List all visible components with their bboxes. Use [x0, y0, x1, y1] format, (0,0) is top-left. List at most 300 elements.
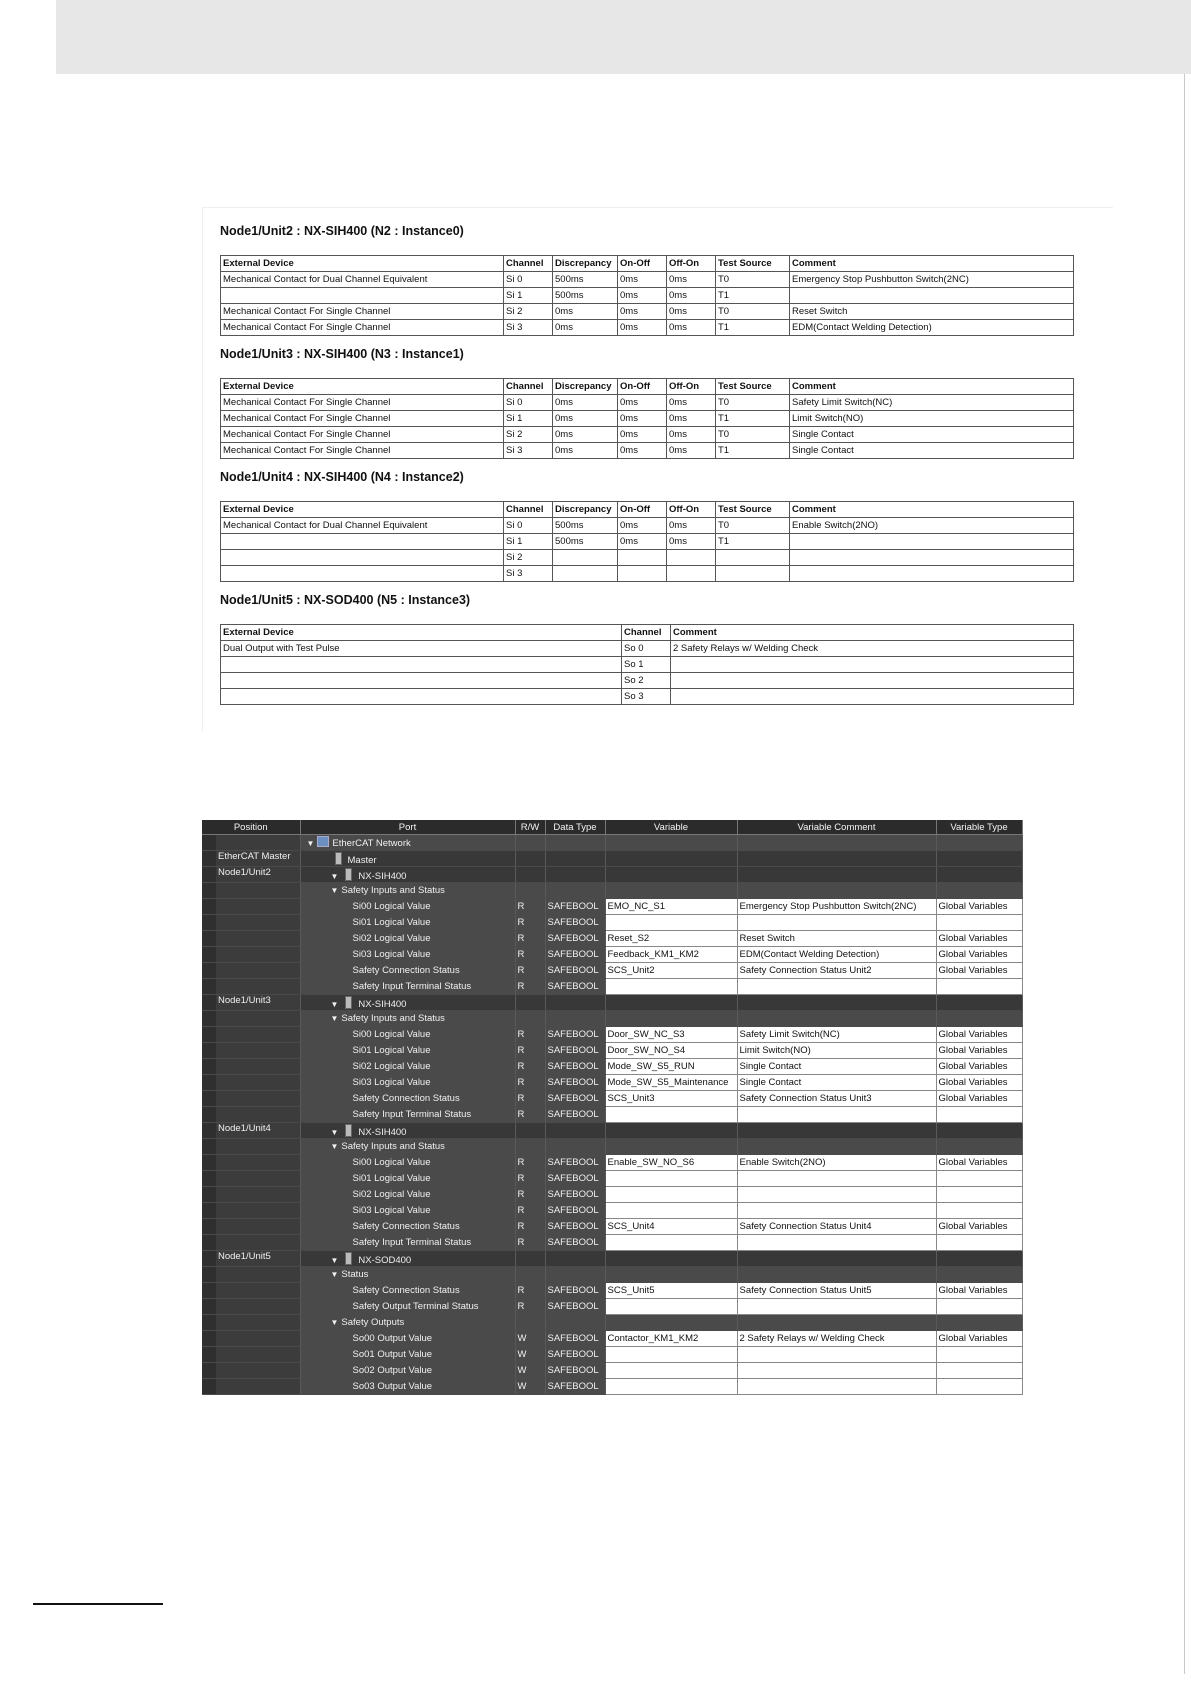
io-map-row[interactable] [202, 1267, 1022, 1283]
col-header-rw[interactable]: R/W [515, 820, 545, 835]
port-cell[interactable] [300, 1187, 515, 1203]
col-header-position[interactable]: Position [202, 820, 300, 835]
device-table-cell: Mechanical Contact For Single Channel [221, 304, 504, 320]
row-header-strip [202, 1331, 216, 1346]
variable-comment-cell[interactable]: Single Contact [737, 1075, 936, 1091]
device-table-cell [553, 550, 618, 566]
device-table-row [221, 641, 1074, 657]
footnote-rule [33, 1603, 163, 1605]
port-cell[interactable] [300, 1251, 515, 1267]
data-type-cell [545, 867, 605, 883]
data-type-cell: SAFEBOOL [545, 963, 605, 979]
device-table-cell: 0ms [618, 288, 667, 304]
data-type-cell: SAFEBOOL [545, 1235, 605, 1251]
variable-cell[interactable] [605, 1347, 737, 1363]
io-map-row[interactable] [202, 1139, 1022, 1155]
unit2-title: Node1/Unit2 : NX-SIH400 (N2 : Instance0) [220, 224, 464, 238]
variable-cell[interactable] [605, 1363, 737, 1379]
port-cell[interactable] [300, 899, 515, 915]
rw-cell: R [515, 1219, 545, 1235]
variable-type-cell[interactable] [936, 1363, 1022, 1379]
row-header-strip [202, 899, 216, 914]
port-cell[interactable] [300, 835, 515, 851]
data-type-cell: SAFEBOOL [545, 1347, 605, 1363]
device-table-cell: So 3 [622, 689, 671, 705]
port-cell[interactable] [300, 1363, 515, 1379]
variable-cell [605, 1315, 737, 1331]
port-cell[interactable] [300, 1347, 515, 1363]
expand-triangle-icon[interactable]: ▼ [330, 871, 339, 881]
io-map-row[interactable] [202, 1331, 1022, 1347]
variable-comment-cell[interactable] [737, 1187, 936, 1203]
port-label: NX-SIH400 [358, 870, 407, 882]
io-map-row[interactable] [202, 1363, 1022, 1379]
data-type-cell: SAFEBOOL [545, 1059, 605, 1075]
variable-type-cell [936, 1315, 1022, 1331]
variable-cell [605, 995, 737, 1011]
port-cell[interactable] [300, 1331, 515, 1347]
variable-comment-cell[interactable] [737, 1363, 936, 1379]
row-header-strip [202, 1347, 216, 1362]
variable-cell[interactable]: SCS_Unit2 [605, 963, 737, 979]
device-config-screenshot [202, 207, 1113, 732]
variable-cell[interactable]: Reset_S2 [605, 931, 737, 947]
variable-type-cell[interactable] [936, 1379, 1022, 1395]
port-label: NX-SOD400 [358, 1254, 412, 1266]
variable-type-cell[interactable]: Global Variables [936, 1091, 1022, 1107]
unit4-table [220, 501, 1074, 582]
col-header-variable-comment[interactable]: Variable Comment [737, 820, 936, 835]
port-cell[interactable] [300, 1027, 515, 1043]
variable-cell[interactable]: SCS_Unit5 [605, 1283, 737, 1299]
device-table-cell [790, 550, 1074, 566]
device-table-cell: EDM(Contact Welding Detection) [790, 320, 1074, 336]
col-header: External Device [221, 625, 622, 641]
device-table-cell: T0 [716, 395, 790, 411]
io-map-row[interactable] [202, 915, 1022, 931]
variable-type-cell [936, 1139, 1022, 1155]
device-table-row [221, 288, 1074, 304]
variable-comment-cell[interactable]: Safety Limit Switch(NC) [737, 1027, 936, 1043]
unit4-title: Node1/Unit4 : NX-SIH400 (N4 : Instance2) [220, 470, 464, 484]
col-header: Channel [504, 256, 553, 272]
col-header: Discrepancy [553, 379, 618, 395]
variable-cell [605, 867, 737, 883]
port-cell[interactable] [300, 1091, 515, 1107]
io-map-row[interactable] [202, 1171, 1022, 1187]
variable-comment-cell[interactable] [737, 1299, 936, 1315]
col-header: Test Source [716, 502, 790, 518]
io-map-row[interactable] [202, 1011, 1022, 1027]
rw-cell: R [515, 1235, 545, 1251]
position-cell [202, 1011, 300, 1027]
device-table-cell: Si 2 [504, 427, 553, 443]
io-map-row[interactable] [202, 947, 1022, 963]
col-header: External Device [221, 502, 504, 518]
variable-type-cell[interactable]: Global Variables [936, 1155, 1022, 1171]
variable-type-cell[interactable]: Global Variables [936, 1331, 1022, 1347]
rw-cell: R [515, 1027, 545, 1043]
variable-cell[interactable] [605, 915, 737, 931]
device-table-cell: 0ms [667, 320, 716, 336]
port-label: Safety Connection Status [352, 1093, 460, 1104]
port-label: Safety Outputs [341, 1317, 405, 1328]
variable-type-cell[interactable] [936, 1107, 1022, 1123]
expand-triangle-icon[interactable]: ▼ [306, 839, 315, 848]
io-map-row[interactable] [202, 1283, 1022, 1299]
data-type-cell: SAFEBOOL [545, 1331, 605, 1347]
io-map-row[interactable] [202, 883, 1022, 899]
variable-cell [605, 851, 737, 867]
position-cell [202, 835, 300, 851]
io-map-row[interactable] [202, 1315, 1022, 1331]
row-header-strip [202, 1171, 216, 1186]
col-header: External Device [221, 256, 504, 272]
variable-type-cell[interactable]: Global Variables [936, 947, 1022, 963]
col-header: Test Source [716, 379, 790, 395]
variable-type-cell[interactable]: Global Variables [936, 1043, 1022, 1059]
port-cell[interactable] [300, 1139, 515, 1155]
port-cell[interactable] [300, 995, 515, 1011]
port-label: Safety Connection Status [352, 1285, 460, 1296]
row-header-strip [202, 1283, 216, 1298]
device-table-cell [221, 288, 504, 304]
io-map-row[interactable] [202, 1091, 1022, 1107]
variable-type-cell[interactable] [936, 979, 1022, 995]
variable-comment-cell[interactable]: EDM(Contact Welding Detection) [737, 947, 936, 963]
variable-comment-cell[interactable]: Enable Switch(2NO) [737, 1155, 936, 1171]
device-table-cell: 0ms [553, 443, 618, 459]
col-header: Comment [671, 625, 1074, 641]
io-map-row[interactable] [202, 995, 1022, 1011]
port-cell[interactable] [300, 1315, 515, 1331]
io-map-screenshot [202, 820, 1022, 1392]
port-cell[interactable] [300, 1011, 515, 1027]
variable-comment-cell[interactable] [737, 1107, 936, 1123]
row-header-strip [202, 835, 216, 850]
col-header-variable-type[interactable]: Variable Type [936, 820, 1022, 835]
port-cell[interactable] [300, 1299, 515, 1315]
port-cell[interactable] [300, 851, 515, 867]
data-type-cell: SAFEBOOL [545, 1379, 605, 1395]
row-header-strip [202, 1027, 216, 1042]
variable-type-cell[interactable] [936, 1187, 1022, 1203]
expand-triangle-icon[interactable]: ▼ [330, 999, 339, 1009]
port-cell[interactable] [300, 867, 515, 883]
variable-comment-cell [737, 1251, 936, 1267]
rw-cell: R [515, 1075, 545, 1091]
expand-triangle-icon[interactable]: ▼ [330, 886, 339, 895]
col-header: On-Off [618, 502, 667, 518]
port-cell[interactable] [300, 1203, 515, 1219]
device-table-cell: 0ms [667, 427, 716, 443]
io-map-row[interactable] [202, 1347, 1022, 1363]
port-cell[interactable] [300, 915, 515, 931]
variable-type-cell[interactable]: Global Variables [936, 899, 1022, 915]
variable-type-cell[interactable]: Global Variables [936, 963, 1022, 979]
rw-cell: R [515, 1203, 545, 1219]
io-map-row[interactable] [202, 835, 1022, 851]
io-map-row[interactable] [202, 1187, 1022, 1203]
device-table-cell: Safety Limit Switch(NC) [790, 395, 1074, 411]
variable-cell[interactable] [605, 1235, 737, 1251]
port-cell[interactable] [300, 963, 515, 979]
device-table-cell [221, 673, 622, 689]
io-map-row[interactable] [202, 851, 1022, 867]
col-header: Channel [622, 625, 671, 641]
expand-triangle-icon[interactable]: ▼ [330, 1127, 339, 1137]
variable-type-cell[interactable]: Global Variables [936, 1059, 1022, 1075]
io-map-row[interactable] [202, 931, 1022, 947]
rw-cell [515, 1251, 545, 1267]
io-map-row[interactable] [202, 1027, 1022, 1043]
io-map-row[interactable] [202, 1059, 1022, 1075]
device-table-cell: 0ms [618, 304, 667, 320]
variable-comment-cell [737, 1315, 936, 1331]
device-table-row [221, 272, 1074, 288]
row-header-strip [202, 1123, 216, 1138]
variable-cell[interactable]: Mode_SW_S5_Maintenance [605, 1075, 737, 1091]
col-header-variable[interactable]: Variable [605, 820, 737, 835]
device-table-cell: 0ms [667, 411, 716, 427]
rw-cell: W [515, 1347, 545, 1363]
port-cell[interactable] [300, 1059, 515, 1075]
port-label: Si02 Logical Value [352, 1061, 431, 1072]
variable-cell[interactable] [605, 979, 737, 995]
port-cell[interactable] [300, 1379, 515, 1395]
variable-comment-cell[interactable]: 2 Safety Relays w/ Welding Check [737, 1331, 936, 1347]
port-cell[interactable] [300, 1219, 515, 1235]
device-table-cell: Si 2 [504, 304, 553, 320]
rw-cell: R [515, 1299, 545, 1315]
variable-comment-cell[interactable]: Emergency Stop Pushbutton Switch(2NC) [737, 899, 936, 915]
port-cell[interactable] [300, 1075, 515, 1091]
variable-comment-cell[interactable]: Safety Connection Status Unit4 [737, 1219, 936, 1235]
port-label: Status [341, 1269, 369, 1280]
port-cell[interactable] [300, 1267, 515, 1283]
variable-comment-cell[interactable] [737, 1171, 936, 1187]
variable-cell[interactable]: Mode_SW_S5_RUN [605, 1059, 737, 1075]
port-label: Si02 Logical Value [352, 1189, 431, 1200]
variable-type-cell[interactable]: Global Variables [936, 1027, 1022, 1043]
port-cell[interactable] [300, 883, 515, 899]
position-cell [202, 1203, 300, 1219]
port-label: Safety Connection Status [352, 1221, 460, 1232]
device-table-cell: Si 1 [504, 288, 553, 304]
io-map-row[interactable] [202, 1251, 1022, 1267]
variable-comment-cell[interactable] [737, 1347, 936, 1363]
variable-type-cell[interactable]: Global Variables [936, 1075, 1022, 1091]
data-type-cell [545, 1251, 605, 1267]
variable-type-cell [936, 867, 1022, 883]
rw-cell [515, 851, 545, 867]
rw-cell [515, 1123, 545, 1139]
variable-comment-cell [737, 1123, 936, 1139]
variable-type-cell[interactable] [936, 1299, 1022, 1315]
io-map-row[interactable] [202, 1075, 1022, 1091]
variable-cell[interactable]: SCS_Unit4 [605, 1219, 737, 1235]
variable-comment-cell[interactable]: Limit Switch(NO) [737, 1043, 936, 1059]
device-icon [345, 1252, 352, 1265]
port-label: So00 Output Value [352, 1333, 433, 1344]
io-map-row[interactable] [202, 867, 1022, 883]
port-label: Si01 Logical Value [352, 1173, 431, 1184]
data-type-cell: SAFEBOOL [545, 979, 605, 995]
variable-type-cell[interactable]: Global Variables [936, 1283, 1022, 1299]
io-map-row[interactable] [202, 1107, 1022, 1123]
col-header-data-type[interactable]: Data Type [545, 820, 605, 835]
variable-comment-cell[interactable]: Single Contact [737, 1059, 936, 1075]
variable-cell[interactable] [605, 1203, 737, 1219]
variable-comment-cell[interactable] [737, 915, 936, 931]
variable-cell[interactable] [605, 1187, 737, 1203]
variable-type-cell[interactable] [936, 1203, 1022, 1219]
io-map-row[interactable] [202, 1219, 1022, 1235]
port-label: Si01 Logical Value [352, 917, 431, 928]
row-header-strip [202, 1267, 216, 1282]
variable-type-cell[interactable] [936, 1171, 1022, 1187]
expand-triangle-icon[interactable]: ▼ [330, 1014, 339, 1023]
port-label: Safety Connection Status [352, 965, 460, 976]
variable-cell[interactable]: Contactor_KM1_KM2 [605, 1331, 737, 1347]
port-label: Safety Input Terminal Status [352, 981, 472, 992]
io-map-row[interactable] [202, 963, 1022, 979]
position-cell [202, 1027, 300, 1043]
device-table-cell: Mechanical Contact For Single Channel [221, 443, 504, 459]
variable-cell [605, 1011, 737, 1027]
variable-type-cell[interactable] [936, 1235, 1022, 1251]
device-table-cell: Reset Switch [790, 304, 1074, 320]
port-cell[interactable] [300, 1283, 515, 1299]
variable-comment-cell [737, 835, 936, 851]
io-map-row[interactable] [202, 1299, 1022, 1315]
port-cell[interactable] [300, 1235, 515, 1251]
device-table-cell: Si 0 [504, 272, 553, 288]
row-header-strip [202, 1235, 216, 1250]
port-cell[interactable] [300, 931, 515, 947]
variable-comment-cell[interactable]: Safety Connection Status Unit5 [737, 1283, 936, 1299]
device-table-cell: Si 2 [504, 550, 553, 566]
variable-cell[interactable]: SCS_Unit3 [605, 1091, 737, 1107]
device-table-row [221, 518, 1074, 534]
col-header: Comment [790, 379, 1074, 395]
variable-comment-cell[interactable] [737, 979, 936, 995]
port-label: Si03 Logical Value [352, 1077, 431, 1088]
variable-comment-cell[interactable] [737, 1379, 936, 1395]
device-table-cell [671, 657, 1074, 673]
row-header-strip [202, 1363, 216, 1378]
device-table-cell: Mechanical Contact For Single Channel [221, 427, 504, 443]
io-map-row[interactable] [202, 1203, 1022, 1219]
port-cell[interactable] [300, 979, 515, 995]
variable-type-cell[interactable] [936, 915, 1022, 931]
variable-cell[interactable]: Door_SW_NC_S3 [605, 1027, 737, 1043]
row-header-strip [202, 851, 216, 866]
position-cell [202, 1331, 300, 1347]
io-map-row[interactable] [202, 979, 1022, 995]
variable-cell[interactable] [605, 1171, 737, 1187]
device-table-cell [671, 673, 1074, 689]
row-header-strip [202, 1315, 216, 1330]
port-cell[interactable] [300, 1155, 515, 1171]
device-table-cell [790, 288, 1074, 304]
col-header-port[interactable]: Port [300, 820, 515, 835]
variable-type-cell [936, 883, 1022, 899]
variable-cell[interactable]: Enable_SW_NO_S6 [605, 1155, 737, 1171]
io-map-row[interactable] [202, 899, 1022, 915]
io-map-row[interactable] [202, 1043, 1022, 1059]
io-map-row[interactable] [202, 1123, 1022, 1139]
device-table-cell: 0ms [667, 304, 716, 320]
rw-cell: R [515, 1043, 545, 1059]
expand-triangle-icon[interactable]: ▼ [330, 1270, 339, 1279]
port-cell[interactable] [300, 1107, 515, 1123]
rw-cell: R [515, 947, 545, 963]
device-table-row [221, 395, 1074, 411]
variable-comment-cell[interactable]: Safety Connection Status Unit3 [737, 1091, 936, 1107]
port-cell[interactable] [300, 1123, 515, 1139]
port-cell[interactable] [300, 947, 515, 963]
variable-cell[interactable] [605, 1379, 737, 1395]
network-icon [317, 836, 329, 847]
io-map-row[interactable] [202, 1379, 1022, 1395]
variable-cell[interactable]: Feedback_KM1_KM2 [605, 947, 737, 963]
rw-cell: R [515, 899, 545, 915]
col-header: Off-On [667, 256, 716, 272]
variable-cell[interactable]: Door_SW_NO_S4 [605, 1043, 737, 1059]
rw-cell: R [515, 1107, 545, 1123]
device-table-cell [221, 550, 504, 566]
position-cell [202, 1107, 300, 1123]
variable-cell[interactable] [605, 1107, 737, 1123]
variable-comment-cell[interactable]: Reset Switch [737, 931, 936, 947]
io-map-row[interactable] [202, 1235, 1022, 1251]
io-map-row[interactable] [202, 1155, 1022, 1171]
row-header-strip [202, 979, 216, 994]
device-table-cell: 0ms [553, 427, 618, 443]
device-table-cell: Si 3 [504, 443, 553, 459]
row-header-strip [202, 1043, 216, 1058]
unit5-table [220, 624, 1074, 705]
port-cell[interactable] [300, 1043, 515, 1059]
position-cell [202, 1059, 300, 1075]
expand-triangle-icon[interactable]: ▼ [330, 1142, 339, 1151]
variable-type-cell[interactable]: Global Variables [936, 1219, 1022, 1235]
variable-type-cell[interactable] [936, 1347, 1022, 1363]
rw-cell: R [515, 1187, 545, 1203]
variable-cell[interactable] [605, 1299, 737, 1315]
variable-type-cell[interactable]: Global Variables [936, 931, 1022, 947]
variable-comment-cell[interactable] [737, 1203, 936, 1219]
port-label: Si02 Logical Value [352, 933, 431, 944]
expand-triangle-icon[interactable]: ▼ [330, 1255, 339, 1265]
col-header: Comment [790, 256, 1074, 272]
variable-comment-cell[interactable] [737, 1235, 936, 1251]
device-table-cell: 0ms [618, 427, 667, 443]
variable-comment-cell[interactable]: Safety Connection Status Unit2 [737, 963, 936, 979]
device-table-cell: 2 Safety Relays w/ Welding Check [671, 641, 1074, 657]
position-cell [202, 867, 300, 883]
variable-cell[interactable]: EMO_NC_S1 [605, 899, 737, 915]
device-table-cell: So 2 [622, 673, 671, 689]
data-type-cell [545, 835, 605, 851]
port-label: Safety Input Terminal Status [352, 1109, 472, 1120]
expand-triangle-icon[interactable]: ▼ [330, 1318, 339, 1327]
col-header: Channel [504, 502, 553, 518]
device-table-cell: 0ms [618, 443, 667, 459]
port-cell[interactable] [300, 1171, 515, 1187]
position-cell [202, 1299, 300, 1315]
